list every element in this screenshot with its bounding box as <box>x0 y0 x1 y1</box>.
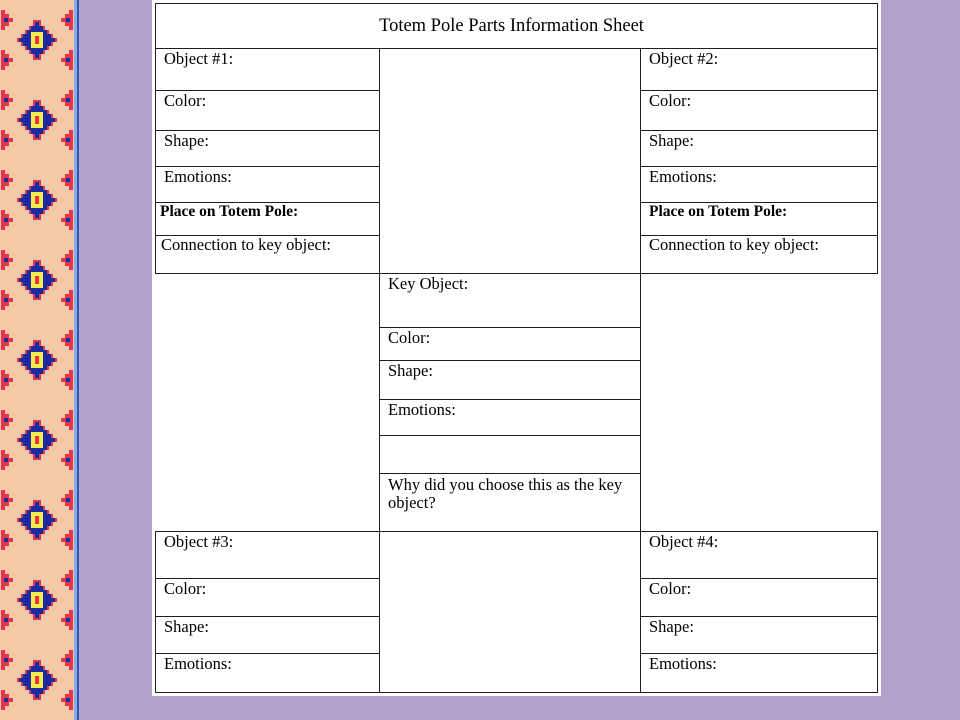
object-2-emotions-label: Emotions: <box>640 166 878 203</box>
motif-edge-dot-right <box>66 218 70 222</box>
key-object-color-label: Color: <box>379 327 641 361</box>
motif-edge-dot-left <box>4 258 8 262</box>
center-top-blank-cell <box>379 48 641 274</box>
motif-edge-dot-right <box>66 338 70 342</box>
motif-diamond-core <box>35 596 39 604</box>
motif-edge-dot-right <box>66 178 70 182</box>
motif-edge-dot-right <box>66 538 70 542</box>
center-bottom-blank-cell <box>379 531 641 693</box>
object-4-emotions-label: Emotions: <box>640 653 878 693</box>
motif-edge-dot-left <box>4 378 8 382</box>
motif-diamond-core <box>35 436 39 444</box>
motif-edge-dot-right <box>66 98 70 102</box>
motif-edge-dot-right <box>66 498 70 502</box>
motif-diamond-core <box>35 36 39 44</box>
object-1-place-label: Place on Totem Pole: <box>155 202 380 236</box>
motif-edge-dot-right <box>66 258 70 262</box>
motif-edge-dot-left <box>4 538 8 542</box>
motif-diamond-core <box>35 516 39 524</box>
object-4-label: Object #4: <box>640 531 878 579</box>
motif-diamond-core <box>35 196 39 204</box>
object-1-color-label: Color: <box>155 90 380 131</box>
object-4-shape-label: Shape: <box>640 616 878 654</box>
motif-edge-dot-right <box>66 58 70 62</box>
motif-edge-dot-right <box>66 658 70 662</box>
object-1-label: Object #1: <box>155 48 380 91</box>
key-object-why-label: Why did you choose this as the key object? <box>379 473 641 532</box>
object-1-emotions-label: Emotions: <box>155 166 380 203</box>
motif-edge-dot-left <box>4 418 8 422</box>
motif-diamond-core <box>35 276 39 284</box>
worksheet-title: Totem Pole Parts Information Sheet <box>155 3 878 49</box>
key-object-label: Key Object: <box>379 273 641 328</box>
object-2-connection-label: Connection to key object: <box>640 235 878 274</box>
motif-edge-dot-right <box>66 138 70 142</box>
motif-edge-dot-right <box>66 18 70 22</box>
motif-edge-dot-left <box>4 178 8 182</box>
key-object-blank-cell <box>379 435 641 474</box>
motif-edge-dot-left <box>4 98 8 102</box>
motif-edge-dot-left <box>4 658 8 662</box>
object-2-color-label: Color: <box>640 90 878 131</box>
motif-diamond-core <box>35 676 39 684</box>
motif-edge-dot-left <box>4 698 8 702</box>
object-1-connection-label: Connection to key object: <box>155 235 380 274</box>
motif-edge-dot-right <box>66 458 70 462</box>
motif-edge-dot-left <box>4 218 8 222</box>
object-3-label: Object #3: <box>155 531 380 579</box>
motif-edge-dot-left <box>4 58 8 62</box>
object-3-shape-label: Shape: <box>155 616 380 654</box>
motif-edge-dot-left <box>4 338 8 342</box>
object-3-emotions-label: Emotions: <box>155 653 380 693</box>
motif-diamond-core <box>35 116 39 124</box>
object-2-shape-label: Shape: <box>640 130 878 167</box>
motif-edge-dot-right <box>66 578 70 582</box>
object-4-color-label: Color: <box>640 578 878 617</box>
motif-edge-dot-left <box>4 18 8 22</box>
motif-edge-dot-right <box>66 698 70 702</box>
object-3-color-label: Color: <box>155 578 380 617</box>
motif-diamond-core <box>35 356 39 364</box>
motif-edge-dot-right <box>66 378 70 382</box>
border-strip-edge-light <box>74 0 77 720</box>
key-object-emotions-label: Emotions: <box>379 399 641 436</box>
border-strip-edge-dark <box>77 0 79 720</box>
motif-edge-dot-left <box>4 298 8 302</box>
object-2-label: Object #2: <box>640 48 878 91</box>
motif-edge-dot-left <box>4 138 8 142</box>
motif-edge-dot-left <box>4 618 8 622</box>
decorative-border <box>0 0 80 720</box>
motif-edge-dot-right <box>66 618 70 622</box>
key-object-shape-label: Shape: <box>379 360 641 400</box>
motif-edge-dot-right <box>66 418 70 422</box>
motif-edge-dot-left <box>4 498 8 502</box>
motif-edge-dot-left <box>4 578 8 582</box>
motif-edge-dot-right <box>66 298 70 302</box>
object-1-shape-label: Shape: <box>155 130 380 167</box>
object-2-place-label: Place on Totem Pole: <box>640 202 878 236</box>
motif-edge-dot-left <box>4 458 8 462</box>
